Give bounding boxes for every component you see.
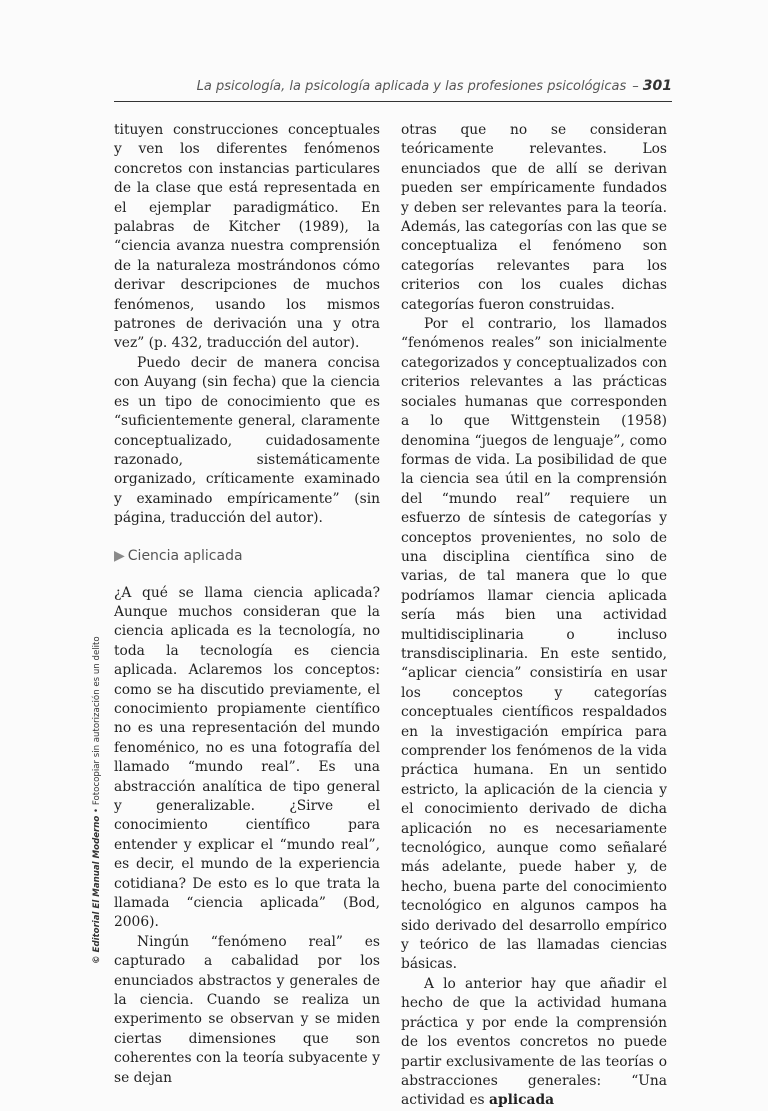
paragraph: ¿A qué se llama ciencia aplicada? Aunque muchos consideran que la ciencia aplicada es la tecnología, no toda la tecnología es ciencia aplicada. Aclaremos los conceptos: como se ha discutido previamente, el conocimiento propiamente científico no es una representación del mundo fenoménico, no es una fotografía del llamado “mundo real”. Es una abstracción analítica de tipo general y generalizable. ¿Sirve el conocimiento científico para entender y explicar el “mundo real”, es decir, el mundo de la experiencia cotidiana? De esto es lo que trata la llamada “ciencia aplicada” (Bod, 2006).: [114, 584, 380, 931]
bold-term: aplicada: [489, 1092, 555, 1109]
publisher-credit: © Editorial El Manual Moderno: [92, 815, 102, 964]
left-column: [114, 121, 380, 1088]
page-number: 301: [642, 78, 672, 94]
header-dash: –: [632, 79, 639, 94]
header-rule: [114, 101, 672, 102]
paragraph: Puedo decir de manera concisa con Auyang (sin fecha) que la ciencia es un tipo de conocimiento que es “suficientemente general, claramente conceptualizado, cuidadosamente razonado, sistemáticamente organizado, críticamente examinado y examinado empíricamente” (sin página, traducción del autor).: [114, 354, 380, 527]
right-column: [401, 121, 667, 1111]
paragraph: [401, 975, 667, 1111]
paragraph-text: A lo anterior hay que añadir el hecho de que la actividad humana práctica y por ende la comprensión de los eventos concretos no puede partir exclusivamente de las teorías o abstracciones generales: “Una actividad es: [401, 975, 667, 1109]
running-title: La psicología, la psicología aplicada y las profesiones psicológicas: [196, 79, 627, 94]
paragraph: tituyen construcciones conceptuales y ven los diferentes fenómenos concretos con instancias particulares de la clase que está representada en el ejemplar paradigmático. En palabras de Kitcher (1989), la “ciencia avanza nuestra comprensión de la naturaleza mostrándonos cómo derivar descripciones de muchos fenómenos, usando los mismos patrones de derivación una y otra vez” (p. 432, traducción del autor).: [114, 122, 380, 352]
paragraph: Por el contrario, los llamados “fenómenos reales” son inicialmente categorizados y conceptualizados con criterios relevantes a las prácticas sociales humanas que corresponden a lo que Wittgenstein (1958) denomina “juegos de lenguaje”, como formas de vida. La posibilidad de que la ciencia sea útil en la comprensión del “mundo real” requiere un esfuerzo de síntesis de categorías y conceptos provenientes, no solo de una disciplina científica sino de varias, de tal manera que lo que podríamos llamar ciencia aplicada sería más bien una actividad multidisciplinaria o incluso transdisciplinaria. En este sentido, “aplicar ciencia” consistiría en usar los conceptos y categorías conceptuales científicos respaldados en la investigación empírica para comprender los fenómenos de la vida práctica humana. En un sentido estricto, la aplicación de la ciencia y el conocimiento derivado de dicha aplicación no es necesariamente tecnológico, aunque como señalaré más adelante, puede haber y, de hecho, buena parte del conocimiento tecnológico en algunos campos ha sido derivado del desarrollo empírico y teórico de las llamadas ciencias básicas.: [401, 316, 667, 973]
triangle-right-icon: ▶: [114, 547, 125, 564]
section-heading: [114, 546, 380, 566]
running-header: [114, 78, 672, 98]
copyright-notice: [92, 636, 102, 964]
copy-warning: • Fotocopiar sin autorización es un delito: [92, 636, 102, 816]
paragraph: otras que no se consideran teóricamente relevantes. Los enunciados que de allí se derivan pueden ser empíricamente fundados y deben ser relevantes para la teoría. Además, las categorías con las que se conceptualiza el fenómeno son categorías relevantes para los criterios con los cuales dichas categorías fueron construidas.: [401, 122, 667, 313]
paragraph: Ningún “fenómeno real” es capturado a cabalidad por los enunciados abstractos y generales de la ciencia. Cuando se realiza un experimento se observan y se miden ciertas dimensiones que son coherentes con la teoría subyacente y se dejan: [114, 933, 380, 1086]
section-heading-label: Ciencia aplicada: [127, 547, 243, 564]
